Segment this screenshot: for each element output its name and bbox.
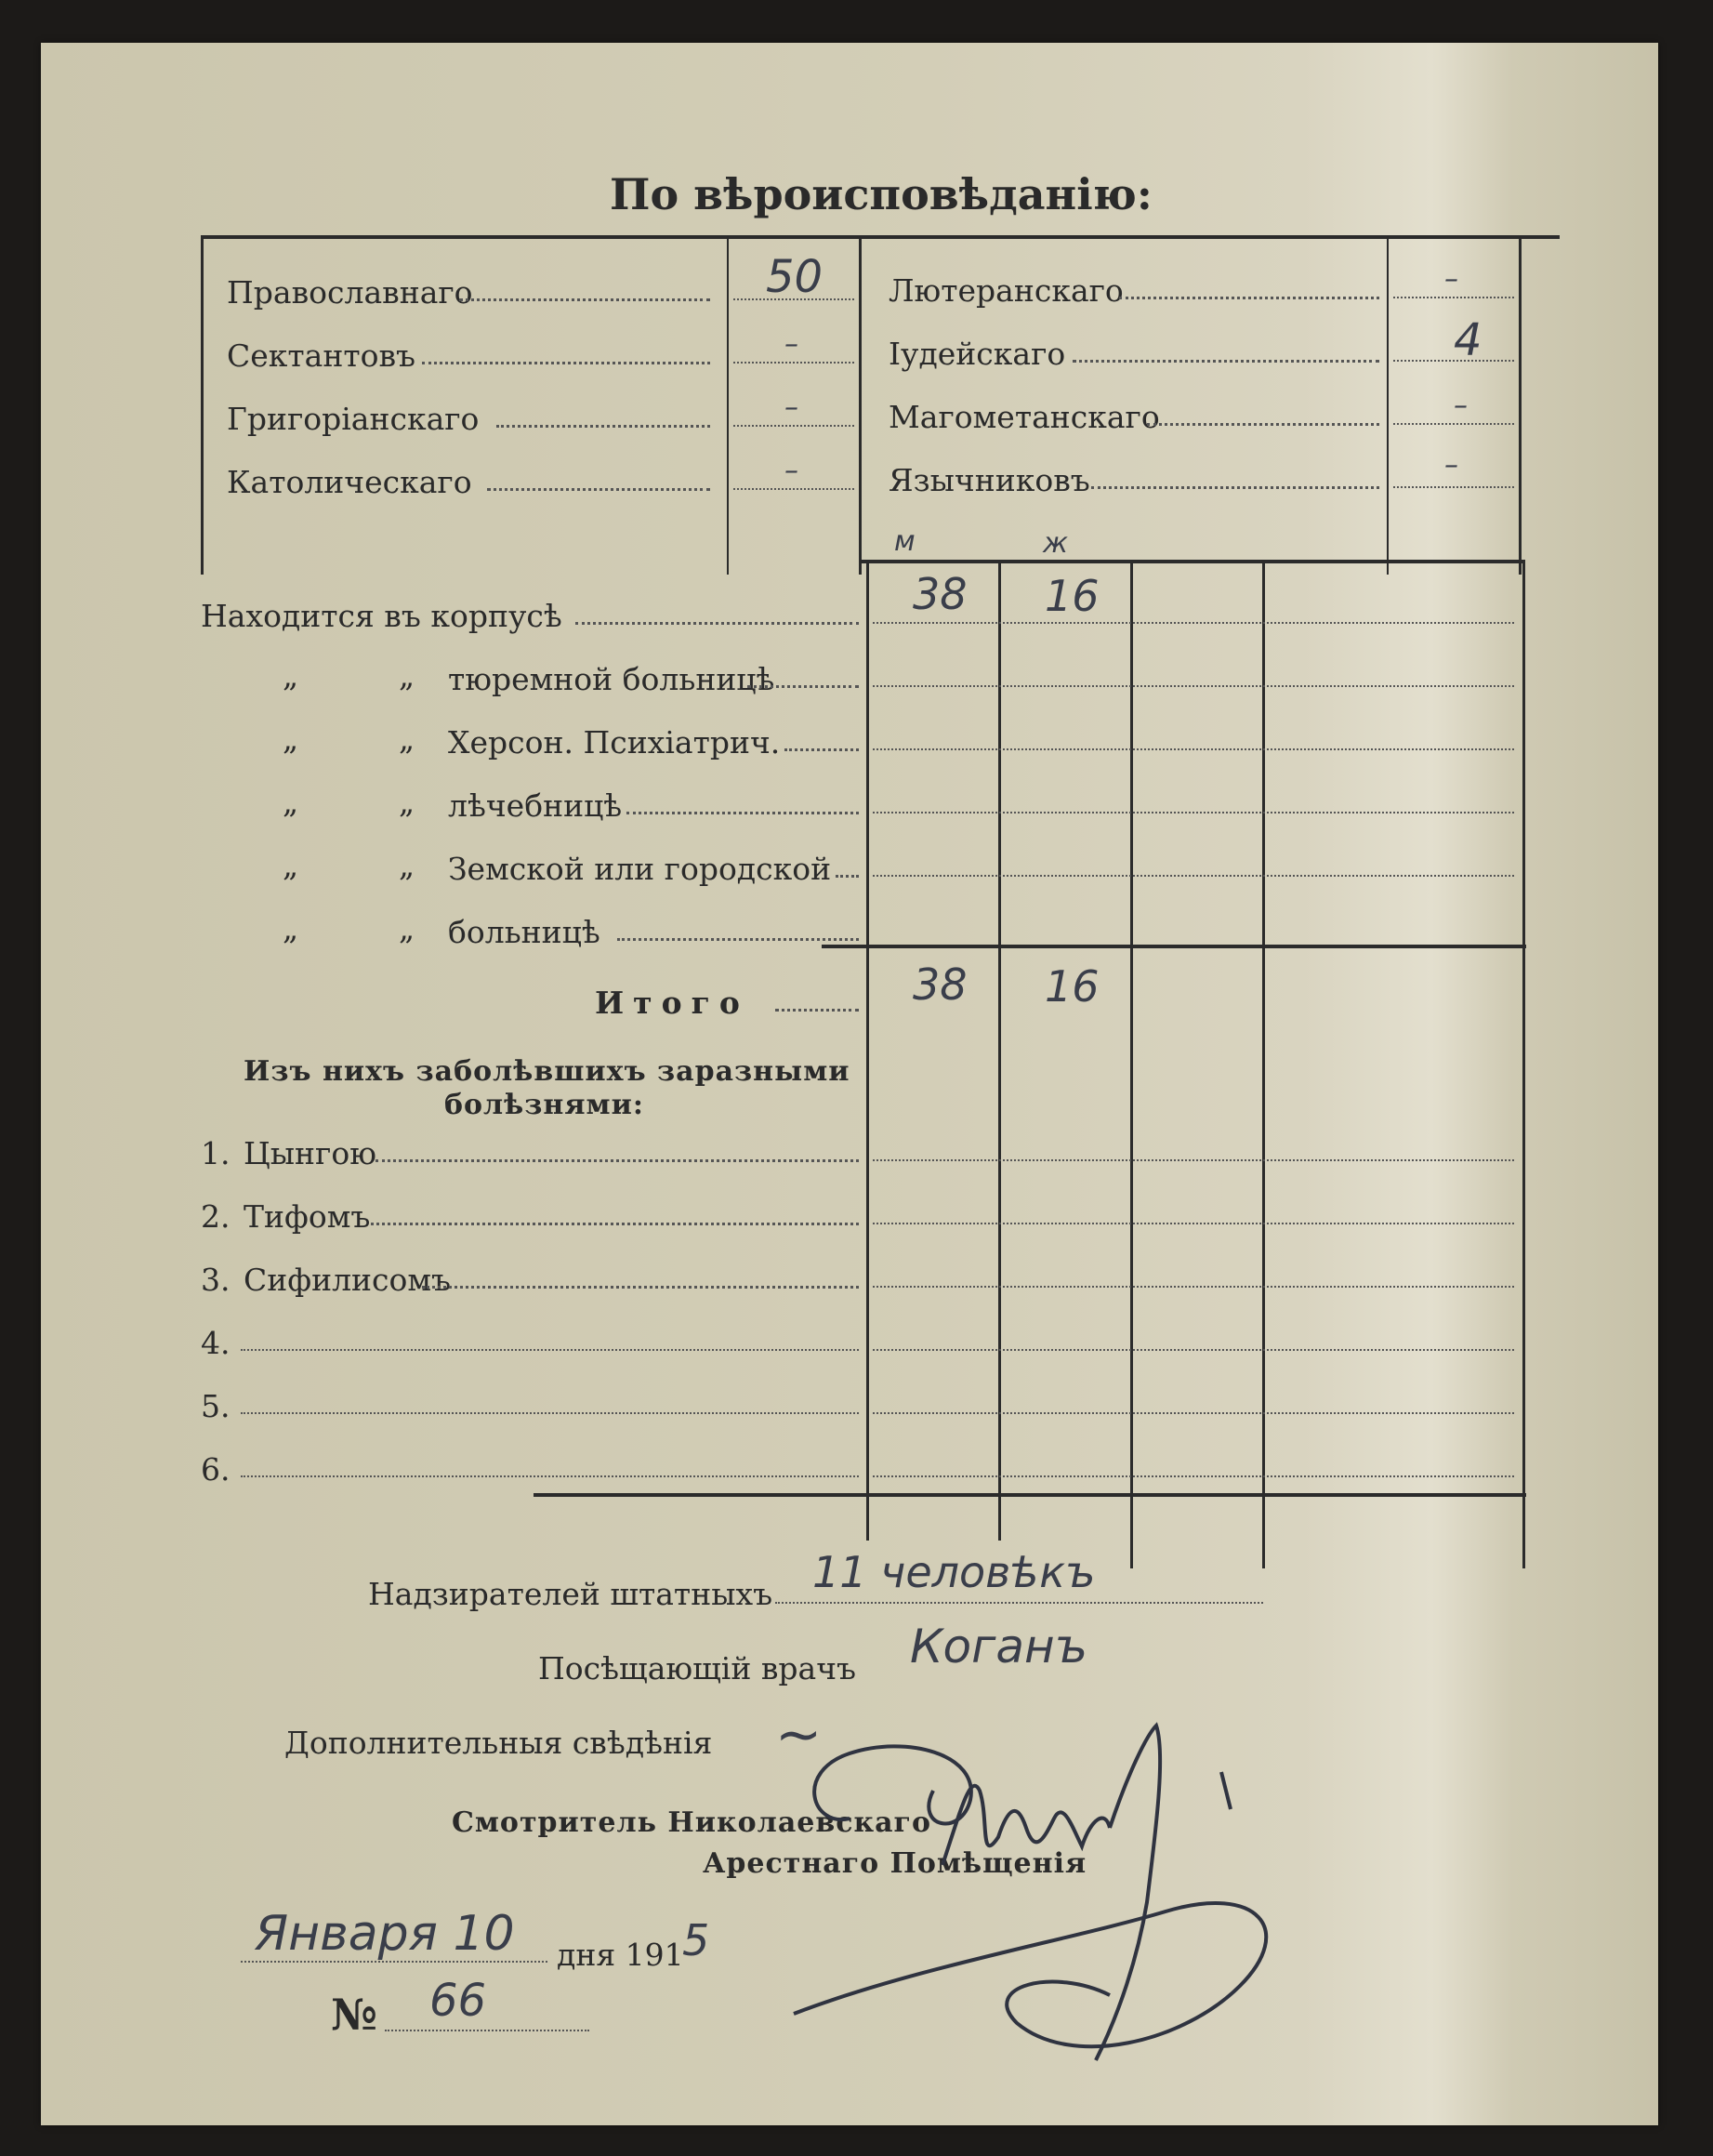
main-table-col-line-5 xyxy=(1522,560,1525,1568)
religion-value: – xyxy=(784,328,798,361)
main-table-col-line-4 xyxy=(1262,560,1265,1568)
number-label: № xyxy=(331,1990,377,2040)
ditto-mark: „ xyxy=(399,784,415,820)
disease-number: 1. xyxy=(201,1135,231,1171)
disease-label: Цынгою xyxy=(244,1135,376,1171)
total-label: Итого xyxy=(595,985,749,1021)
location-value-m: 38 xyxy=(913,569,968,619)
religion-label: Григоріанскаго xyxy=(227,401,480,437)
ditto-mark: „ xyxy=(283,910,299,946)
disease-number: 5. xyxy=(201,1388,231,1424)
ditto-mark: „ xyxy=(399,721,415,757)
location-label: Находится въ корпусѣ xyxy=(201,598,562,634)
religion-value: – xyxy=(784,455,798,487)
location-label: больницѣ xyxy=(448,914,600,950)
location-label: Земской или городской xyxy=(448,851,832,887)
religion-label: Іудейскаго xyxy=(889,336,1066,372)
religion-label: Католическаго xyxy=(227,464,472,500)
extra-info-label: Дополнительныя свѣдѣнія xyxy=(284,1725,713,1761)
religion-value: – xyxy=(1444,263,1458,296)
religion-value: – xyxy=(1454,390,1468,422)
page-title: По вѣроисповѣданію: xyxy=(610,169,1153,219)
document-page xyxy=(41,43,1658,2125)
total-value-zh: 16 xyxy=(1045,961,1100,1012)
main-table-top-rule xyxy=(861,560,1522,563)
diseases-heading-line1: Изъ нихъ заболѣвшихъ заразными xyxy=(244,1055,850,1088)
date-year-digit: 5 xyxy=(682,1915,710,1965)
religion-table-divider-1 xyxy=(727,235,729,575)
signatory-line1: Смотритель Николаевскаго xyxy=(452,1806,931,1839)
main-table-col-line-2 xyxy=(998,560,1001,1541)
location-label: тюремной больницѣ xyxy=(448,661,775,697)
column-header-zh: ж xyxy=(1043,527,1069,560)
religion-table-top-rule xyxy=(201,235,1560,239)
column-header-m: м xyxy=(894,525,916,558)
religion-value: – xyxy=(784,391,798,424)
date-handwritten: Января 10 xyxy=(255,1906,515,1962)
disease-number: 3. xyxy=(201,1262,231,1298)
subtotal-rule xyxy=(822,945,1526,948)
ditto-mark: „ xyxy=(283,657,299,694)
date-label: дня 191 xyxy=(557,1937,684,1973)
ditto-mark: „ xyxy=(399,847,415,883)
religion-label: Православнаго xyxy=(227,274,473,311)
location-value-zh: 16 xyxy=(1045,571,1100,621)
total-value-m: 38 xyxy=(913,959,968,1010)
disease-label: Тифомъ xyxy=(244,1198,371,1235)
bottom-rule xyxy=(534,1493,1526,1497)
doctor-label: Посѣщающій врачъ xyxy=(538,1650,857,1686)
wardens-label: Надзирателей штатныхъ xyxy=(368,1576,773,1612)
religion-table-divider-2 xyxy=(859,235,862,575)
ditto-mark: „ xyxy=(399,910,415,946)
extra-info-value: ~ xyxy=(775,1702,823,1767)
main-table-col-line-3 xyxy=(1130,560,1133,1568)
disease-number: 6. xyxy=(201,1451,231,1488)
religion-table-left-border xyxy=(201,235,204,575)
doctor-value: Коганъ xyxy=(910,1620,1088,1673)
religion-label: Язычниковъ xyxy=(889,462,1090,498)
ditto-mark: „ xyxy=(283,721,299,757)
signature xyxy=(775,1716,1296,2107)
location-label: лѣчебницѣ xyxy=(448,787,623,824)
signatory-line2: Арестнаго Помѣщенія xyxy=(703,1847,1087,1880)
religion-label: Лютеранскаго xyxy=(889,272,1124,309)
ditto-mark: „ xyxy=(283,847,299,883)
diseases-heading-line2: болѣзнями: xyxy=(444,1089,644,1121)
disease-label: Сифилисомъ xyxy=(244,1262,452,1298)
ditto-mark: „ xyxy=(399,657,415,694)
ditto-mark: „ xyxy=(283,784,299,820)
religion-value: – xyxy=(1444,449,1458,482)
number-value: 66 xyxy=(429,1975,487,2027)
religion-table-right-border xyxy=(1519,235,1522,575)
religion-value: 4 xyxy=(1454,314,1482,366)
religion-table-divider-3 xyxy=(1387,235,1389,575)
disease-number: 4. xyxy=(201,1325,231,1361)
main-table-col-line-1 xyxy=(866,560,869,1541)
location-label: Херсон. Психіатрич. xyxy=(448,724,781,761)
religion-label: Сектантовъ xyxy=(227,337,416,374)
disease-number: 2. xyxy=(201,1198,231,1235)
religion-label: Магометанскаго xyxy=(889,399,1160,435)
wardens-value: 11 человѣкъ xyxy=(812,1547,1096,1597)
religion-value: 50 xyxy=(766,251,824,303)
